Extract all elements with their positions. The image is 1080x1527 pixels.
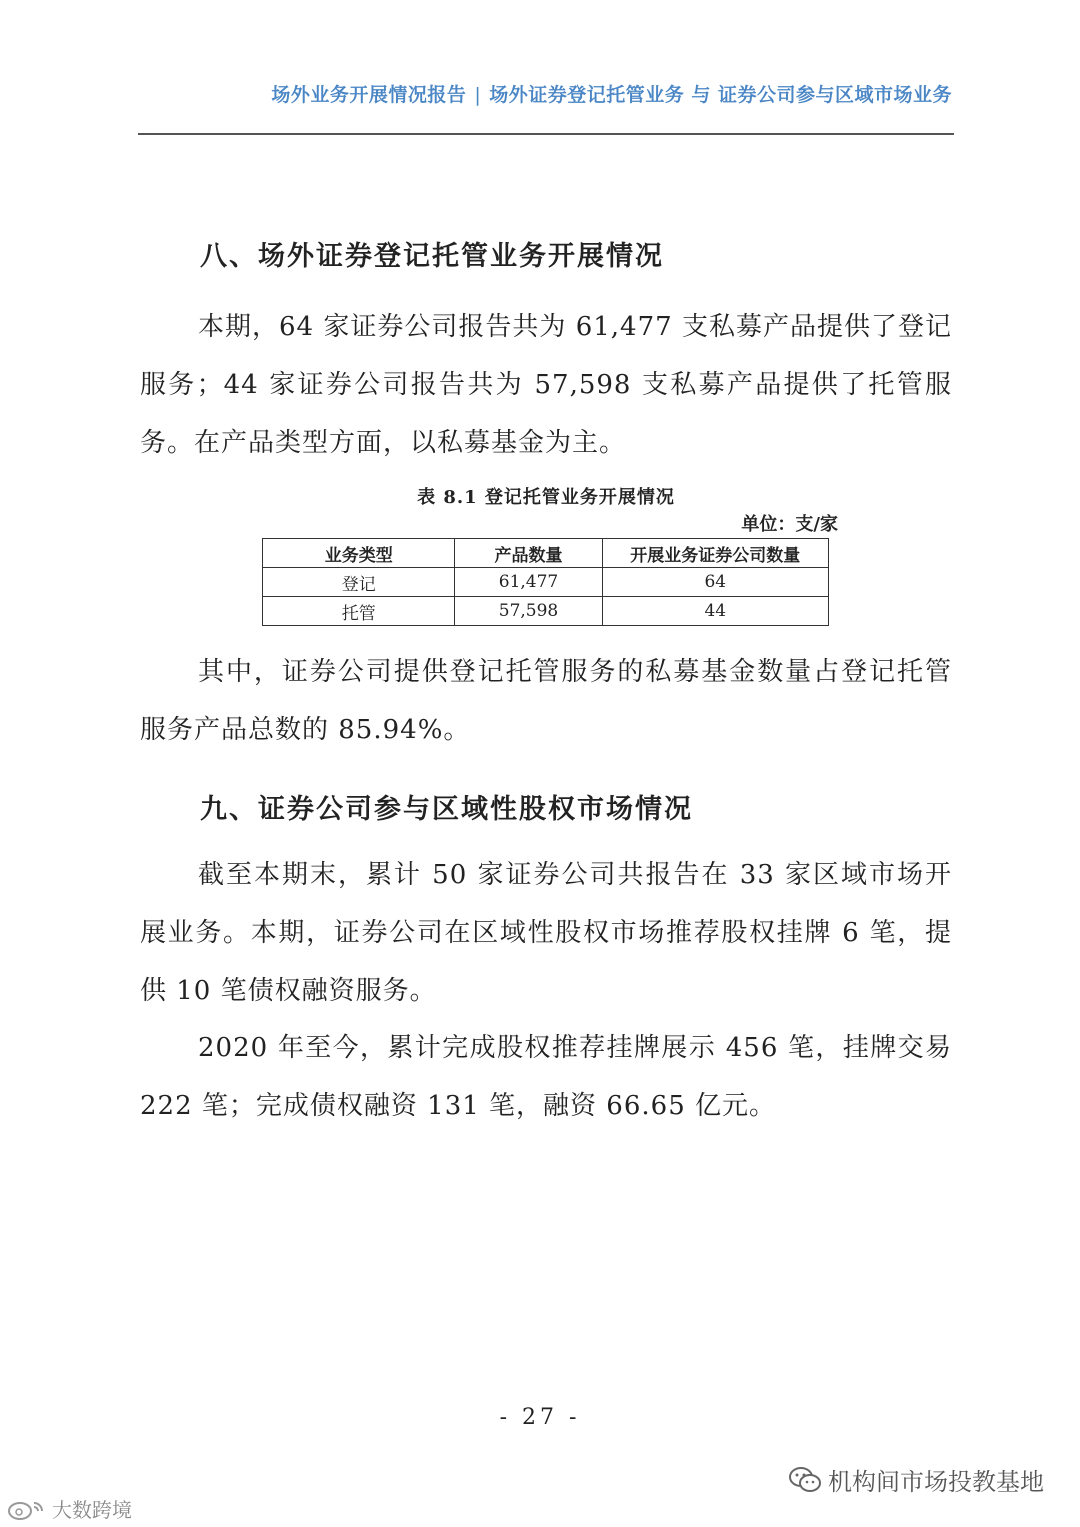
section-9-paragraph-2: 2020 年至今，累计完成股权推荐挂牌展示 456 笔，挂牌交易 222 笔；完成债权融资 131 笔，融资 66.65 亿元。 — [140, 1033, 952, 1121]
section-9-paragraph-1: 截至本期末，累计 50 家证券公司共报告在 33 家区域市场开展业务。本期，证券公司在区域性股权市场推荐股权挂牌 6 笔，提供 10 笔债权融资服务。 — [140, 860, 952, 1006]
table-cell: 64 — [602, 568, 828, 597]
table-cell: 61,477 — [455, 568, 602, 597]
registration-custody-table — [262, 538, 829, 626]
section-9-title: 九、证券公司参与区域性股权市场情况 — [200, 794, 693, 825]
table-cell: 托管 — [263, 597, 455, 626]
watermark-weibo — [6, 1494, 132, 1523]
header-left: 场外业务开展情况报告 — [271, 84, 467, 106]
table-header-cell: 开展业务证券公司数量 — [602, 539, 828, 568]
section-8-title: 八、场外证券登记托管业务开展情况 — [200, 241, 664, 272]
watermark-right-text: 机构间市场投教基地 — [828, 1468, 1044, 1496]
section-8-paragraph-1: 本期，64 家证券公司报告共为 61,477 支私募产品提供了登记服务；44 家证券公司报告共为 57,598 支私募产品提供了托管服务。在产品类型方面，以私募基金为主。 — [140, 312, 952, 458]
table-header-row — [263, 539, 829, 568]
weibo-icon — [6, 1497, 46, 1521]
table-row — [263, 597, 829, 626]
table-caption: 表 8.1 登记托管业务开展情况 — [417, 487, 675, 508]
table-header-cell: 业务类型 — [263, 539, 455, 568]
table-unit: 单位：支/家 — [741, 514, 838, 535]
watermark-left-text: 大数跨境 — [52, 1498, 132, 1522]
table-row — [263, 568, 829, 597]
header-separator: | — [474, 84, 482, 106]
table-cell: 57,598 — [455, 597, 602, 626]
table-cell: 44 — [602, 597, 828, 626]
header-right: 场外证券登记托管业务 与 证券公司参与区域市场业务 — [489, 84, 952, 106]
table-cell: 登记 — [263, 568, 455, 597]
page-number: - 27 - — [499, 1405, 581, 1430]
table-header-cell: 产品数量 — [455, 539, 602, 568]
wechat-icon — [788, 1466, 822, 1494]
section-8-paragraph-2: 其中，证券公司提供登记托管服务的私募基金数量占登记托管服务产品总数的 85.94%。 — [140, 657, 952, 745]
watermark-wechat — [788, 1462, 1044, 1497]
running-header — [140, 80, 952, 107]
header-rule — [138, 133, 954, 135]
